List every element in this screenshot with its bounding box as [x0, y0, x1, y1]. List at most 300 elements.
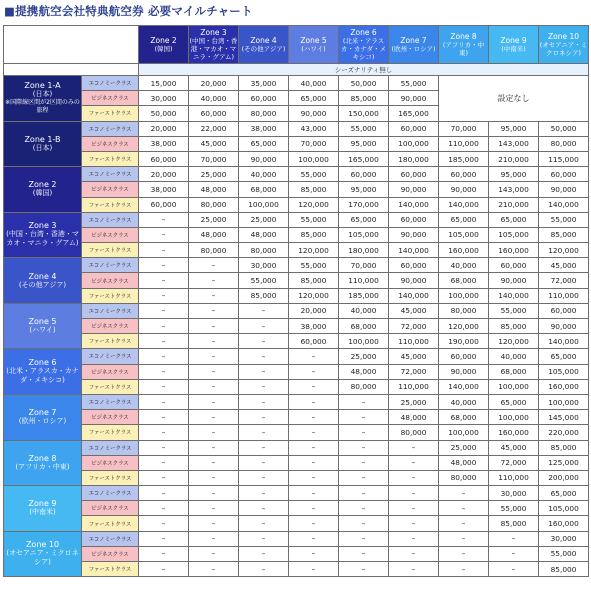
mileage-cell: 68,000 [439, 273, 489, 288]
zone-column-header [389, 26, 439, 64]
mileage-cell: 100,000 [239, 197, 289, 212]
zone-column-header [439, 26, 489, 64]
class-label: ビジネスクラス [82, 546, 139, 561]
mileage-cell: 85,000 [239, 288, 289, 303]
zone-column-name: Zone 5 [300, 35, 327, 45]
mileage-cell: – [189, 273, 239, 288]
mileage-cell: – [139, 394, 189, 409]
mileage-cell: 110,000 [389, 334, 439, 349]
mileage-cell: – [339, 501, 389, 516]
mileage-cell: 80,000 [389, 425, 439, 440]
zone-column-name: Zone 4 [250, 35, 277, 45]
mileage-cell: 140,000 [389, 197, 439, 212]
zone-column-name: Zone 3 [200, 27, 227, 37]
table-row [4, 197, 589, 212]
mileage-cell: – [139, 516, 189, 531]
mileage-cell: 70,000 [189, 151, 239, 166]
mileage-cell: 90,000 [439, 364, 489, 379]
mileage-cell: 40,000 [189, 91, 239, 106]
class-label: ビジネスクラス [82, 364, 139, 379]
class-label: ビジネスクラス [82, 136, 139, 151]
mileage-cell: 140,000 [539, 197, 589, 212]
mileage-cell: 40,000 [339, 303, 389, 318]
zone-row-region: (日本) [32, 90, 53, 99]
mileage-cell: – [389, 455, 439, 470]
mileage-cell: 143,000 [489, 182, 539, 197]
mileage-cell: – [139, 440, 189, 455]
mileage-cell: 60,000 [389, 121, 439, 136]
mileage-cell: 160,000 [539, 516, 589, 531]
mileage-cell: 60,000 [489, 258, 539, 273]
mileage-cell: 65,000 [439, 212, 489, 227]
mileage-cell: 210,000 [489, 197, 539, 212]
zone-row-name: Zone 4 [28, 271, 57, 281]
mileage-cell: – [139, 334, 189, 349]
class-label: ファーストクラス [82, 516, 139, 531]
mileage-cell: – [289, 546, 339, 561]
mileage-cell: – [239, 425, 289, 440]
mileage-cell: – [439, 516, 489, 531]
zone-row-header [4, 76, 82, 122]
mileage-cell: – [289, 410, 339, 425]
mileage-cell: – [239, 501, 289, 516]
mileage-cell: – [139, 425, 189, 440]
mileage-cell: – [239, 379, 289, 394]
mileage-cell: 100,000 [289, 151, 339, 166]
mileage-cell: 25,000 [339, 349, 389, 364]
mileage-cell: – [289, 531, 339, 546]
mileage-cell: 60,000 [389, 212, 439, 227]
mileage-cell: 100,000 [489, 379, 539, 394]
zone-row-header [4, 121, 82, 167]
mileage-cell: – [139, 470, 189, 485]
mileage-cell: 160,000 [489, 425, 539, 440]
class-label: ビジネスクラス [82, 182, 139, 197]
mileage-cell: – [239, 562, 289, 577]
mileage-cell: – [139, 486, 189, 501]
mileage-cell: 100,000 [439, 425, 489, 440]
table-row [4, 486, 589, 501]
mileage-cell: 40,000 [489, 349, 539, 364]
mileage-cell: 165,000 [339, 151, 389, 166]
mileage-cell: 85,000 [289, 227, 339, 242]
mileage-cell: 90,000 [489, 273, 539, 288]
mileage-cell: – [189, 562, 239, 577]
mileage-cell: 70,000 [339, 258, 389, 273]
mileage-cell: 120,000 [289, 243, 339, 258]
zone-column-name: Zone 8 [450, 31, 477, 41]
mileage-cell: – [339, 394, 389, 409]
mileage-cell: – [289, 364, 339, 379]
class-label: エコノミークラス [82, 394, 139, 409]
mileage-cell: 120,000 [439, 319, 489, 334]
zone-column-region: (オセアニア・ミクロネシア) [539, 40, 588, 57]
mileage-cell: – [189, 258, 239, 273]
table-row [4, 501, 589, 516]
mileage-cell: 220,000 [539, 425, 589, 440]
zone-row-region: (アフリカ・中東) [15, 462, 70, 471]
mileage-cell: 143,000 [489, 136, 539, 151]
mileage-cell: 95,000 [489, 167, 539, 182]
mileage-cell: 60,000 [289, 334, 339, 349]
mileage-cell: – [289, 394, 339, 409]
mileage-cell: 80,000 [239, 243, 289, 258]
mileage-cell: 85,000 [539, 562, 589, 577]
table-row [4, 470, 589, 485]
mileage-cell: 85,000 [289, 273, 339, 288]
mileage-cell: 25,000 [439, 440, 489, 455]
mileage-cell: 160,000 [439, 243, 489, 258]
mileage-cell: 20,000 [139, 121, 189, 136]
mileage-cell: – [389, 546, 439, 561]
table-row [4, 546, 589, 561]
mileage-cell: 110,000 [339, 273, 389, 288]
class-label: ファーストクラス [82, 288, 139, 303]
zone-column-name: Zone 9 [500, 35, 527, 45]
mileage-cell: 105,000 [439, 227, 489, 242]
mileage-cell: 95,000 [339, 136, 389, 151]
mileage-cell: 25,000 [389, 394, 439, 409]
mileage-cell: 80,000 [239, 106, 289, 121]
season-row [4, 64, 589, 76]
mileage-cell: 90,000 [539, 182, 589, 197]
table-row [4, 425, 589, 440]
mileage-cell: – [239, 394, 289, 409]
mileage-cell: – [189, 440, 239, 455]
mileage-cell: – [339, 470, 389, 485]
mileage-cell: – [239, 319, 289, 334]
mileage-cell: 105,000 [339, 227, 389, 242]
mileage-cell: – [239, 303, 289, 318]
zone-column-header [289, 26, 339, 64]
mileage-cell: – [189, 334, 239, 349]
mileage-cell: – [389, 516, 439, 531]
mileage-cell: 38,000 [139, 136, 189, 151]
mileage-cell: – [489, 546, 539, 561]
mileage-cell: – [189, 394, 239, 409]
zone-row-region: (中国・台湾・香港・マカオ・マニラ・グアム) [6, 230, 79, 248]
mileage-cell: 100,000 [489, 410, 539, 425]
mileage-cell: 25,000 [189, 212, 239, 227]
mileage-cell: – [439, 501, 489, 516]
mileage-cell: – [189, 470, 239, 485]
zone-column-region: (欧州・ロシア) [391, 44, 436, 53]
zone-row-region: (オセアニア・ミクロネシア) [6, 549, 79, 567]
zone-row-header [4, 303, 82, 349]
zone-column-header [239, 26, 289, 64]
mileage-cell: – [139, 243, 189, 258]
class-label: ビジネスクラス [82, 410, 139, 425]
mileage-cell: 60,000 [389, 258, 439, 273]
mileage-cell: – [339, 425, 389, 440]
seasonality-note: シーズナリティ無し [139, 64, 589, 76]
mileage-cell: 65,000 [539, 486, 589, 501]
mileage-cell: 200,000 [539, 470, 589, 485]
mileage-cell: – [139, 410, 189, 425]
mileage-cell: 110,000 [389, 379, 439, 394]
table-row [4, 410, 589, 425]
mileage-cell: 190,000 [439, 334, 489, 349]
mileage-cell: 65,000 [289, 91, 339, 106]
mileage-cell: 48,000 [239, 227, 289, 242]
mileage-cell: 45,000 [389, 303, 439, 318]
mileage-cell: – [289, 486, 339, 501]
class-label: エコノミークラス [82, 212, 139, 227]
zone-column-name: Zone 10 [547, 31, 580, 41]
zone-row-name: Zone 6 [28, 358, 57, 368]
mileage-cell: 90,000 [439, 182, 489, 197]
mileage-cell: – [289, 501, 339, 516]
mileage-cell: 72,000 [539, 273, 589, 288]
mileage-cell: 65,000 [339, 212, 389, 227]
mileage-cell: 40,000 [239, 167, 289, 182]
mileage-cell: 15,000 [139, 76, 189, 91]
mileage-cell: – [189, 425, 239, 440]
zone-column-name: Zone 7 [400, 35, 427, 45]
mileage-cell: – [139, 319, 189, 334]
mileage-cell: 50,000 [539, 121, 589, 136]
mileage-cell: – [239, 440, 289, 455]
mileage-cell: 35,000 [239, 76, 289, 91]
mileage-cell: 68,000 [439, 410, 489, 425]
table-row [4, 319, 589, 334]
class-label: ファーストクラス [82, 243, 139, 258]
zone-row-note: ※国際線区間が2区間のみの旅程 [5, 99, 80, 115]
mileage-cell: 80,000 [539, 136, 589, 151]
mileage-cell: 80,000 [189, 243, 239, 258]
table-row [4, 273, 589, 288]
mileage-cell: 140,000 [489, 288, 539, 303]
zone-row-region: (中南米) [29, 508, 56, 517]
mileage-cell: 105,000 [539, 501, 589, 516]
mileage-cell: 55,000 [389, 76, 439, 91]
mileage-cell: 60,000 [439, 167, 489, 182]
mileage-cell: 55,000 [289, 167, 339, 182]
class-label: ファーストクラス [82, 197, 139, 212]
mileage-cell: 145,000 [539, 410, 589, 425]
class-label: ファーストクラス [82, 106, 139, 121]
table-row [4, 531, 589, 546]
mileage-cell: – [139, 303, 189, 318]
zone-row-name: Zone 9 [28, 499, 57, 509]
table-row [4, 136, 589, 151]
class-label: ビジネスクラス [82, 501, 139, 516]
mileage-cell: – [239, 349, 289, 364]
table-row [4, 167, 589, 182]
mileage-cell: 45,000 [539, 258, 589, 273]
class-label: ビジネスクラス [82, 319, 139, 334]
mileage-cell: 60,000 [139, 151, 189, 166]
mileage-cell: 80,000 [189, 197, 239, 212]
class-label: エコノミークラス [82, 76, 139, 91]
mileage-cell: 68,000 [239, 182, 289, 197]
mileage-cell: 90,000 [239, 151, 289, 166]
mileage-cell: 80,000 [439, 303, 489, 318]
mileage-cell: 170,000 [339, 197, 389, 212]
mileage-cell: – [389, 440, 439, 455]
zone-row-name: Zone 5 [28, 317, 57, 327]
zone-row-header [4, 212, 82, 258]
mileage-cell: 85,000 [489, 319, 539, 334]
mileage-cell: 140,000 [389, 288, 439, 303]
class-label: エコノミークラス [82, 121, 139, 136]
class-label: ビジネスクラス [82, 227, 139, 242]
mileage-cell: – [339, 440, 389, 455]
mileage-cell: – [289, 349, 339, 364]
class-label: エコノミークラス [82, 440, 139, 455]
table-row [4, 288, 589, 303]
mileage-cell: – [289, 455, 339, 470]
zone-row-region: (韓国) [32, 189, 53, 198]
mileage-cell: 180,000 [339, 243, 389, 258]
zone-row-region: (日本) [32, 143, 53, 152]
mileage-cell: 70,000 [439, 121, 489, 136]
zone-column-region: (北米・アラスカ・カナダ・メキシコ) [340, 36, 387, 61]
zone-row-header [4, 258, 82, 304]
zone-column-header [489, 26, 539, 64]
mileage-cell: – [439, 531, 489, 546]
mileage-cell: 100,000 [439, 288, 489, 303]
mileage-cell: 60,000 [339, 167, 389, 182]
mileage-cell: 160,000 [489, 243, 539, 258]
mileage-cell: 185,000 [339, 288, 389, 303]
class-label: ファーストクラス [82, 562, 139, 577]
mileage-cell: – [439, 546, 489, 561]
mileage-cell: 72,000 [489, 455, 539, 470]
mileage-cell: – [339, 531, 389, 546]
mileage-cell: 120,000 [289, 197, 339, 212]
mileage-cell: – [339, 486, 389, 501]
mileage-cell: 55,000 [239, 273, 289, 288]
zone-row-region: (ハワイ) [29, 326, 56, 335]
mileage-cell: 140,000 [389, 243, 439, 258]
mileage-cell: – [339, 516, 389, 531]
table-row [4, 364, 589, 379]
table-row [4, 394, 589, 409]
mileage-cell: – [339, 455, 389, 470]
zone-row-name: Zone 1-B [24, 134, 61, 144]
mileage-cell: – [239, 364, 289, 379]
mileage-cell: – [189, 303, 239, 318]
zone-column-header [339, 26, 389, 64]
zone-row-name: Zone 2 [28, 180, 57, 190]
mileage-cell: – [289, 470, 339, 485]
mileage-cell: – [189, 410, 239, 425]
class-label: エコノミークラス [82, 258, 139, 273]
mileage-cell: 38,000 [289, 319, 339, 334]
mileage-cell: – [189, 364, 239, 379]
mileage-cell: 80,000 [339, 379, 389, 394]
mileage-cell: 55,000 [289, 212, 339, 227]
mileage-cell: – [239, 486, 289, 501]
table-row [4, 379, 589, 394]
mileage-cell: 25,000 [239, 212, 289, 227]
mileage-cell: – [389, 562, 439, 577]
table-row [4, 258, 589, 273]
table-row [4, 516, 589, 531]
zone-column-region: (アフリカ・中東) [442, 40, 485, 57]
mileage-cell: 20,000 [289, 303, 339, 318]
mileage-cell: – [189, 516, 239, 531]
mileage-cell: 48,000 [339, 364, 389, 379]
zone-column-region: (韓国) [154, 44, 173, 53]
mileage-cell: 40,000 [289, 76, 339, 91]
mileage-cell: 22,000 [189, 121, 239, 136]
mileage-cell: 110,000 [489, 470, 539, 485]
mileage-cell: 105,000 [489, 227, 539, 242]
table-row [4, 212, 589, 227]
mileage-cell: – [139, 562, 189, 577]
mileage-cell: – [139, 258, 189, 273]
mileage-cell: 90,000 [389, 227, 439, 242]
mileage-cell: 65,000 [539, 349, 589, 364]
not-set-cell: 設定なし [439, 76, 589, 122]
mileage-cell: 30,000 [239, 258, 289, 273]
mileage-cell: 210,000 [489, 151, 539, 166]
mileage-cell: 65,000 [489, 394, 539, 409]
mileage-cell: – [489, 531, 539, 546]
mileage-cell: 95,000 [489, 121, 539, 136]
mileage-cell: 125,000 [539, 455, 589, 470]
mileage-cell: 165,000 [389, 106, 439, 121]
page-title: ■提携航空会社特典航空券 必要マイルチャート [4, 4, 253, 18]
mileage-cell: 45,000 [489, 440, 539, 455]
class-label: ファーストクラス [82, 334, 139, 349]
mileage-cell: 85,000 [489, 516, 539, 531]
zone-column-name: Zone 6 [350, 27, 377, 37]
class-label: ファーストクラス [82, 379, 139, 394]
mileage-cell: – [289, 425, 339, 440]
zone-column-region: (中南米) [501, 44, 526, 53]
mileage-cell: – [339, 546, 389, 561]
mileage-cell: 100,000 [539, 394, 589, 409]
mileage-cell: – [189, 288, 239, 303]
zone-row-name: Zone 3 [28, 221, 57, 231]
class-label: エコノミークラス [82, 349, 139, 364]
mileage-cell: 45,000 [389, 349, 439, 364]
mileage-cell: – [239, 470, 289, 485]
mileage-cell: – [289, 379, 339, 394]
mileage-cell: – [389, 470, 439, 485]
table-row [4, 334, 589, 349]
zone-row-header [4, 531, 82, 577]
mileage-cell: 20,000 [189, 76, 239, 91]
mileage-cell: – [139, 455, 189, 470]
mileage-cell: 48,000 [189, 227, 239, 242]
class-label: エコノミークラス [82, 303, 139, 318]
zone-row-header [4, 167, 82, 213]
table-row [4, 76, 589, 91]
mileage-cell: – [439, 562, 489, 577]
mileage-cell: 55,000 [489, 501, 539, 516]
mileage-cell: 60,000 [539, 303, 589, 318]
mileage-cell: – [189, 546, 239, 561]
mileage-cell: – [239, 531, 289, 546]
award-mileage-table [3, 25, 589, 577]
zone-row-region: (北米・アラスカ・カナダ・メキシコ) [6, 367, 79, 385]
mileage-cell: 120,000 [489, 334, 539, 349]
mileage-cell: 140,000 [439, 379, 489, 394]
mileage-cell: – [139, 273, 189, 288]
mileage-cell: – [289, 440, 339, 455]
zone-row-header [4, 394, 82, 440]
mileage-cell: 20,000 [139, 167, 189, 182]
mileage-cell: 150,000 [339, 106, 389, 121]
class-label: ビジネスクラス [82, 273, 139, 288]
mileage-cell: 65,000 [489, 212, 539, 227]
mileage-cell: 60,000 [239, 91, 289, 106]
mileage-cell: – [339, 562, 389, 577]
